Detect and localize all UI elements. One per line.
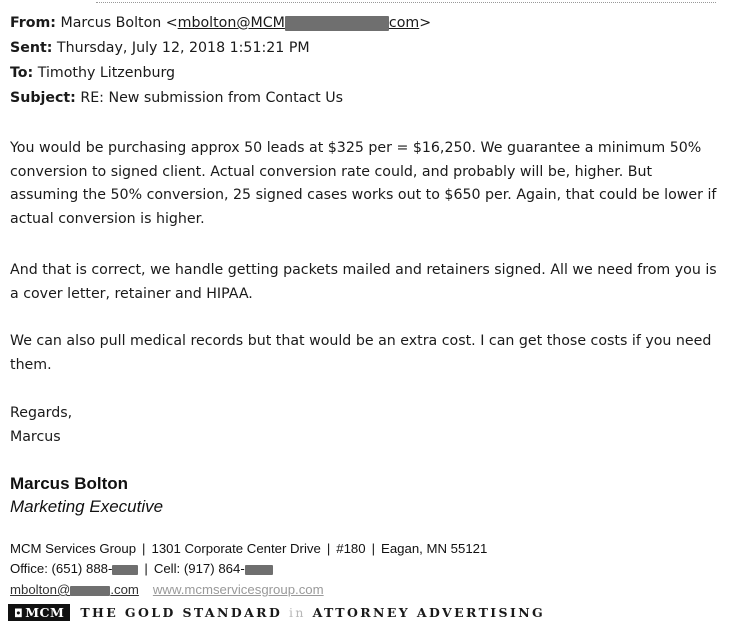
body-paragraph-3: We can also pull medical records but that would be an extra cost. I can get those costs if you need them. xyxy=(10,333,712,373)
office-phone: Office: (651) 888- xyxy=(10,561,113,576)
street-address: 1301 Corporate Center Drive xyxy=(151,541,321,556)
logo-text: MCM xyxy=(25,604,65,620)
redaction-block xyxy=(285,16,389,31)
sent-line xyxy=(10,37,310,59)
company-logo-row xyxy=(8,603,545,621)
from-email-start[interactable]: mbolton@MCM xyxy=(177,15,285,31)
from-close: > xyxy=(419,15,432,31)
signature-name: Marcus Bolton xyxy=(10,474,129,493)
mcm-logo xyxy=(8,604,70,621)
to-line xyxy=(10,62,175,84)
from-name: Marcus Bolton < xyxy=(60,15,178,31)
separator: | xyxy=(144,561,148,576)
signature-phone-line xyxy=(10,561,273,576)
cell-phone: Cell: (917) 864- xyxy=(153,561,245,576)
separator: | xyxy=(326,541,331,556)
separator: | xyxy=(371,541,376,556)
body-paragraph-1: You would be purchasing approx 50 leads at $325 per = $16,250. We guarantee a minimum 50% conversion to signed client. Actual conversion rate could, and probably will be, higher. But assuming the 50% conversion, 25 signed cases works out to $650 per. Again, that could be lower if actual conversion is higher. xyxy=(10,140,717,227)
from-line xyxy=(10,12,431,34)
to-label: To: xyxy=(10,65,34,81)
signature-email-link[interactable] xyxy=(10,582,139,597)
body-paragraph-2: And that is correct, we handle getting packets mailed and retainers signed. All we need from you is a cover letter, retainer and HIPAA. xyxy=(10,262,717,302)
signature-contact-line xyxy=(10,582,324,597)
from-email-end[interactable]: com xyxy=(388,15,420,31)
tagline-part-b: ATTORNEY ADVERTISING xyxy=(312,604,546,620)
logo-mark-icon: ◘ xyxy=(14,606,24,620)
redaction-block xyxy=(70,586,110,596)
separator: | xyxy=(142,541,146,556)
redaction-block xyxy=(245,565,273,575)
signature-title: Marketing Executive xyxy=(10,497,164,516)
from-label: From: xyxy=(10,15,56,31)
subject-line xyxy=(10,87,343,109)
subject-value: RE: New submission from Contact Us xyxy=(80,90,343,106)
tagline-mid: in xyxy=(288,604,306,620)
top-divider xyxy=(96,2,716,3)
redaction-block xyxy=(112,565,138,575)
closing-name: Marcus xyxy=(10,429,61,445)
tagline-part-a: THE GOLD STANDARD xyxy=(80,604,283,620)
signature-address-line xyxy=(10,541,487,556)
subject-label: Subject: xyxy=(10,90,76,106)
company-tagline xyxy=(80,605,545,620)
city-state-zip: Eagan, MN 55121 xyxy=(381,541,488,556)
suite-number: #180 xyxy=(336,541,366,556)
closing: Regards, xyxy=(10,405,73,421)
sent-value: Thursday, July 12, 2018 1:51:21 PM xyxy=(56,40,310,56)
website-link[interactable]: www.mcmservicesgroup.com xyxy=(152,582,324,597)
to-value: Timothy Litzenburg xyxy=(37,65,176,81)
sent-label: Sent: xyxy=(10,40,53,56)
company-name: MCM Services Group xyxy=(10,541,137,556)
email-end: .com xyxy=(110,582,139,597)
email-start: mbolton@ xyxy=(10,582,71,597)
